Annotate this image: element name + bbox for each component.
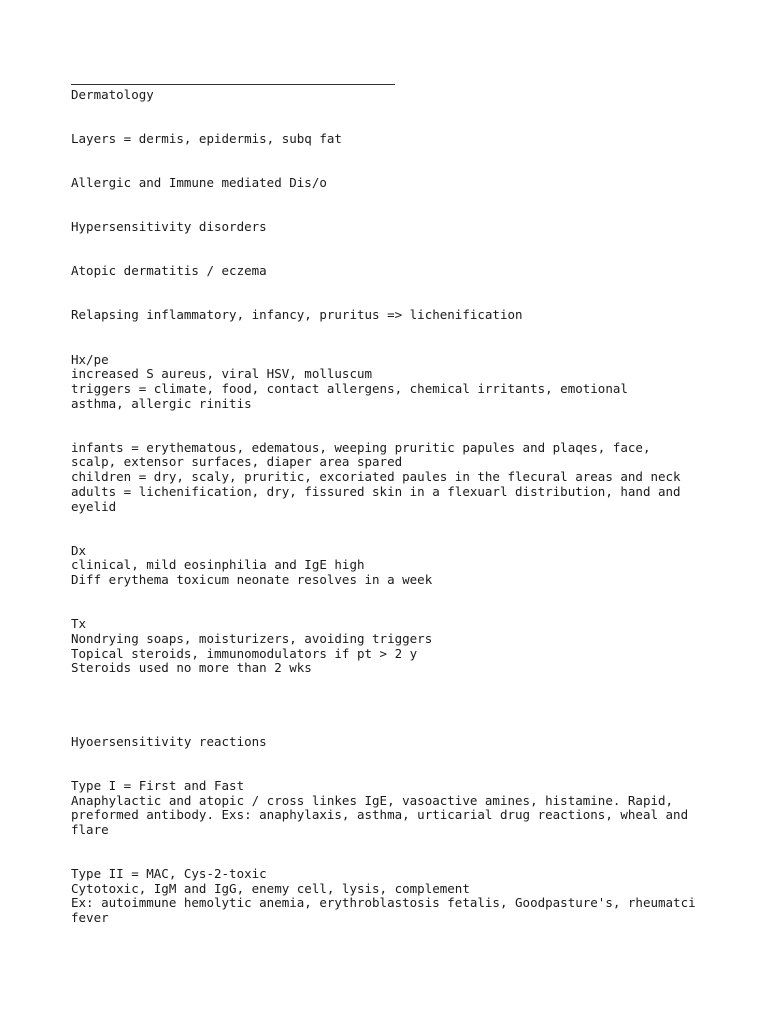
presentation-line: scalp, extensor surfaces, diaper area spared (71, 454, 403, 470)
presentation-line: eyelid (71, 498, 117, 514)
layers-text: Layers = dermis, epidermis, subq fat (71, 131, 342, 147)
tx-line: Topical steroids, immunomodulators if pt > 2 y (71, 645, 418, 661)
dx-line: clinical, mild eosinphilia and IgE high (71, 557, 365, 573)
hxpe-heading: Hx/pe (71, 351, 109, 367)
atopic-heading: Atopic dermatitis / eczema (71, 263, 267, 279)
type1-heading: Type I = First and Fast (71, 777, 245, 793)
allergic-heading: Allergic and Immune mediated Dis/o (71, 175, 327, 191)
tx-heading: Tx (71, 616, 87, 632)
relapsing-text: Relapsing inflammatory, infancy, pruritus => lichenification (71, 307, 523, 323)
type2-line: fever (71, 910, 109, 926)
type1-line: flare (71, 821, 109, 837)
dx-line: Diff erythema toxicum neonate resolves in a week (71, 572, 433, 588)
presentation-line: children = dry, scaly, pruritic, excoriated paules in the flecural areas and neck (71, 469, 681, 485)
hxpe-line: triggers = climate, food, contact allergens, chemical irritants, emotional (71, 380, 628, 396)
header-rule (71, 84, 395, 85)
hxpe-line: increased S aureus, viral HSV, molluscum (71, 366, 373, 382)
tx-line: Steroids used no more than 2 wks (71, 660, 312, 676)
type2-line: Ex: autoimmune hemolytic anemia, erythroblastosis fetalis, Goodpasture's, rheumatci (71, 895, 696, 911)
reactions-heading: Hyoersensitivity reactions (71, 733, 267, 749)
hypersensitivity-disorders-heading: Hypersensitivity disorders (71, 219, 267, 235)
type1-line: Anaphylactic and atopic / cross linkes IgE, vasoactive amines, histamine. Rapid, (71, 792, 674, 808)
dx-heading: Dx (71, 542, 87, 558)
presentation-line: adults = lichenification, dry, fissured skin in a flexuarl distribution, hand and (71, 483, 681, 499)
type2-heading: Type II = MAC, Cys-2-toxic (71, 866, 267, 882)
document-page (71, 84, 751, 926)
document-title: Dermatology (71, 87, 154, 102)
type2-line: Cytotoxic, IgM and IgG, enemy cell, lysis, complement (71, 880, 470, 896)
type1-line: preformed antibody. Exs: anaphylaxis, asthma, urticarial drug reactions, wheal and (71, 807, 689, 823)
presentation-line: infants = erythematous, edematous, weeping pruritic papules and plaqes, face, (71, 439, 651, 455)
tx-line: Nondrying soaps, moisturizers, avoiding triggers (71, 630, 433, 646)
hxpe-line: asthma, allergic rinitis (71, 395, 252, 411)
